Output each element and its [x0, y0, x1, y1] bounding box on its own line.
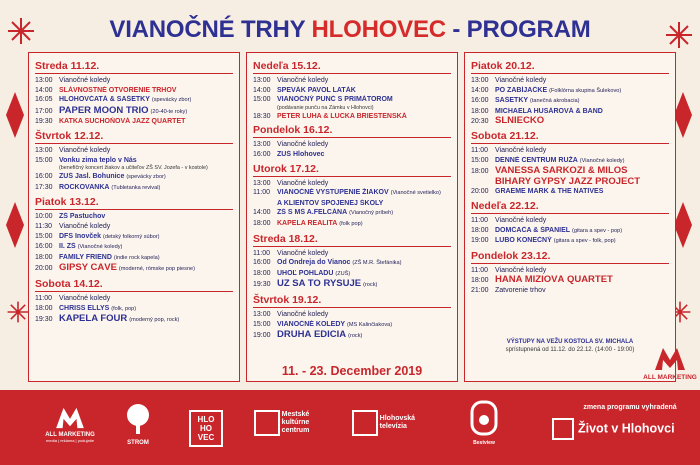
- event-name: KAPELA REALITA: [277, 219, 338, 227]
- event-time: 18:00: [35, 253, 53, 261]
- event-name: DRUHÁ EDÍCIA: [277, 330, 347, 341]
- program-event: [253, 249, 451, 259]
- page-title: VIANOČNÉ TRHY HLOHOVEC - PROGRAM: [109, 16, 591, 43]
- hlohovska-televizia-logo: Hlohovská televízia: [352, 410, 442, 436]
- event-time: 14:00: [253, 86, 271, 94]
- hlohovec-logo: HLO HO VEC: [182, 410, 230, 447]
- leaf-ornament-icon: [4, 200, 26, 250]
- event-time: 18:00: [253, 269, 271, 277]
- event-description: (moderný pop, rock): [129, 317, 180, 324]
- event-name: ZŠ Pastuchov: [59, 213, 106, 221]
- leaf-ornament-icon: [4, 90, 26, 140]
- snowflake-icon: [6, 16, 36, 46]
- event-time: 11:00: [253, 249, 270, 257]
- event-name: Vianočné koledy: [59, 146, 111, 154]
- program-event: [253, 219, 451, 230]
- program-event: [471, 266, 669, 276]
- event-name: DFS Inovček: [59, 232, 102, 240]
- program-event: [35, 242, 233, 253]
- event-name: ROCKOVANKA: [59, 183, 110, 191]
- program-event: [253, 140, 451, 150]
- program-event: [35, 95, 233, 106]
- program-event: [253, 208, 451, 219]
- event-description: (Tubletanka revival): [111, 184, 161, 191]
- all-marketing-logo-top: ALL MARKETING: [640, 346, 700, 381]
- event-time: 14:00: [471, 86, 489, 94]
- program-event: [35, 146, 233, 156]
- tree-icon: [123, 402, 153, 438]
- event-description: (folk, pop): [111, 305, 137, 312]
- event-name: A KLIENTOV SPOJENEJ ŠKOLY: [277, 199, 384, 207]
- program-column-3: [464, 52, 676, 382]
- event-name: Vonku zima teplo v Nás: [59, 156, 137, 164]
- event-time: 16:00: [253, 150, 271, 158]
- event-time: 18:00: [253, 219, 271, 227]
- program-event: [35, 172, 233, 183]
- event-time: 13:00: [253, 141, 271, 149]
- program-event: [253, 330, 451, 342]
- program-event: [253, 320, 451, 331]
- program-column-2: [246, 52, 458, 382]
- event-description: (moderné, rómske pop piesne): [118, 266, 196, 273]
- event-time: 20:30: [471, 118, 489, 126]
- program-event: [253, 112, 451, 122]
- event-name: ZUŠ Jasl. Bohunice: [59, 173, 125, 181]
- event-description: (20-40-te roky): [150, 108, 188, 115]
- event-time: 11:00: [35, 294, 52, 302]
- event-name: UHOĽ POHLADU: [277, 269, 334, 277]
- program-event: [471, 166, 669, 177]
- program-event: [35, 263, 233, 275]
- event-name: KATKA SUCHOŇOVÁ JAZZ QUARTET: [59, 118, 186, 126]
- program-event: [35, 304, 233, 315]
- program-event: [253, 86, 451, 96]
- event-description: (rock): [363, 282, 378, 289]
- event-name: Od Ondreja do Vianoc: [277, 259, 351, 267]
- event-time: 14:00: [35, 86, 53, 94]
- zivot-v-hlohovci-logo: Život v Hlohovci: [552, 418, 700, 440]
- program-event: [35, 106, 233, 118]
- event-name: LUBO KONEČNÝ: [495, 237, 552, 245]
- event-name: HANA MIZIOVÁ QUARTET: [495, 275, 613, 286]
- event-time: 19:00: [253, 332, 271, 340]
- event-name: Vianočné koledy: [59, 222, 111, 230]
- hlohovec-mark-icon: [254, 410, 280, 436]
- event-time: 16:00: [35, 173, 53, 181]
- program-change-note: zmena programu vyhradená: [583, 404, 677, 411]
- event-name: Vianočné koledy: [277, 77, 329, 84]
- event-name: PO ZABÍJAČKE: [495, 86, 548, 94]
- program-event: [471, 116, 669, 127]
- event-name: SLNIEČKO: [495, 116, 545, 127]
- event-time: 19:30: [35, 316, 53, 324]
- all-marketing-icon: [53, 406, 87, 430]
- event-name: PAPER MOON TRIO: [59, 105, 149, 116]
- event-description: (spevácky zbor): [126, 174, 166, 181]
- program-event: [35, 314, 233, 326]
- day-heading: Streda 11.12.: [35, 60, 233, 74]
- program-event: [471, 216, 669, 226]
- strom-logo: STROM: [118, 402, 158, 446]
- event-name: Vianočné koledy: [277, 310, 329, 318]
- program-event: [253, 150, 451, 160]
- program-event: [471, 86, 669, 97]
- day-heading: Nedeľa 22.12.: [471, 200, 669, 214]
- day-heading: Štvrtok 19.12.: [253, 294, 451, 308]
- event-time: 18:00: [471, 168, 489, 176]
- program-event: [471, 286, 669, 296]
- event-name: Vianočné koledy: [495, 266, 547, 274]
- event-time: 13:00: [253, 77, 271, 84]
- event-time: 15:00: [253, 96, 271, 104]
- program-event: [253, 258, 451, 269]
- event-name: GRAEME MARK & THE NATIVES: [495, 188, 604, 196]
- event-time: 18:30: [253, 112, 271, 120]
- event-description: (gitara a spev - pop): [572, 227, 623, 234]
- event-time: 16:00: [253, 259, 271, 267]
- event-name: DOMČAČA & ŠPANIEL: [495, 226, 571, 234]
- event-note: (benefičný koncert žiakov a učiteľov ZŠ SV. Jozefa - v kostole): [59, 165, 208, 172]
- event-name: SLÁVNOSTNÉ OTVORENIE TRHOV: [59, 86, 177, 94]
- program-event: [253, 95, 451, 105]
- program-event: [35, 117, 233, 127]
- event-name: HLOHOVČATÁ & SAŠETKY: [59, 96, 150, 104]
- event-time: 16:00: [471, 97, 489, 105]
- event-name: CHRISS ELLYS: [59, 304, 110, 312]
- event-time: 13:00: [35, 146, 53, 154]
- event-description: (ZUŠ): [335, 270, 351, 277]
- day-heading: Pondelok 16.12.: [253, 124, 451, 138]
- event-name: VIANOČNÉ KOLEDY: [277, 320, 346, 328]
- event-name: GIPSY ČÁVE: [59, 263, 117, 274]
- program-event: [471, 226, 669, 237]
- event-time: 20:00: [471, 188, 489, 196]
- day-heading: Nedeľa 15.12.: [253, 60, 451, 74]
- program-event: [471, 96, 669, 107]
- event-time: 18:00: [35, 304, 53, 312]
- program-event: [471, 187, 669, 197]
- program-event: [35, 86, 233, 96]
- event-time: 11:00: [471, 216, 488, 224]
- event-name: Vianočné koledy: [495, 216, 547, 224]
- event-time: 16:00: [35, 243, 53, 251]
- event-time: 11:00: [471, 146, 488, 154]
- program-event: [471, 275, 669, 286]
- program-event: [471, 156, 669, 167]
- bestview-icon: [469, 400, 499, 438]
- day-heading: Sobota 21.12.: [471, 130, 669, 144]
- day-heading: Utorok 17.12.: [253, 163, 451, 177]
- event-time: 18:00: [471, 107, 489, 115]
- day-heading: Štvrtok 12.12.: [35, 130, 233, 144]
- snowflake-icon: [664, 20, 694, 50]
- event-description: (ZŠ M.R. Štefánika): [352, 260, 402, 267]
- program-event: [471, 76, 669, 86]
- hlohovec-mark-icon: [352, 410, 378, 436]
- event-description: (gitara a spev - folk, pop): [553, 238, 616, 245]
- event-description: (indie rock kapela): [113, 254, 160, 261]
- day-heading: Streda 18.12.: [253, 233, 451, 247]
- bestview-logo: Bestview: [462, 400, 506, 446]
- program-event: [35, 156, 233, 166]
- tower-info: VÝSTUPY NA VEŽU KOSTOLA SV. MICHALA sprístupnená od 11.12. do 22.12. (14:00 - 19:00): [505, 339, 635, 353]
- program-event: [471, 177, 669, 188]
- program-event: [253, 199, 451, 209]
- event-name: Vianočné koledy: [277, 141, 329, 149]
- event-time: 20:00: [35, 265, 53, 273]
- program-event: [471, 236, 669, 247]
- event-description: (Vianočný príbeh): [349, 210, 394, 217]
- event-time: 15:00: [35, 156, 53, 164]
- event-time: 15:00: [253, 320, 271, 328]
- program-event: [35, 222, 233, 232]
- event-name: II. ZŠ: [59, 243, 76, 251]
- date-range: 11. - 23. December 2019: [281, 364, 423, 378]
- event-name: Vianočné koledy: [495, 77, 547, 84]
- program-event: [35, 232, 233, 243]
- event-name: MICHAELA HUSÁROVÁ & BAND: [495, 107, 603, 115]
- program-column-1: [28, 52, 240, 382]
- event-time: 10:00: [35, 213, 53, 221]
- event-name: PETER LUHA & LUCKA BRIESTENSKÁ: [277, 112, 407, 120]
- all-marketing-icon: [653, 346, 687, 372]
- event-time: 15:00: [471, 156, 489, 164]
- event-name: Vianočné koledy: [495, 146, 547, 154]
- event-description: (Folklórna skupina Šulekovo): [549, 87, 622, 94]
- event-time: 11:30: [35, 222, 52, 230]
- day-heading: Piatok 20.12.: [471, 60, 669, 74]
- day-heading: Sobota 14.12.: [35, 278, 233, 292]
- event-time: 19:30: [253, 281, 271, 289]
- event-name: ZUŠ Hlohovec: [277, 150, 325, 158]
- program-event: [253, 279, 451, 291]
- event-description: (rock): [348, 333, 363, 340]
- event-time: 13:00: [253, 179, 271, 187]
- event-description: (detský folkorný súbor): [102, 233, 160, 240]
- program-event: [253, 310, 451, 320]
- event-time: 11:00: [253, 189, 270, 197]
- event-name: Vianočné koledy: [277, 249, 329, 257]
- event-name: SPEVÁK PAVOL LATÁK: [277, 86, 356, 94]
- event-time: 13:00: [35, 77, 53, 84]
- event-note: (podávanie punču na Zámku v Hlohovci): [277, 104, 374, 111]
- event-name: Vianočné koledy: [59, 77, 111, 84]
- event-name: FAMILY FRIEND: [59, 253, 112, 261]
- event-description: (Vianočné koledy): [579, 157, 625, 164]
- event-time: 17:00: [35, 107, 53, 115]
- program-event: [471, 107, 669, 117]
- event-name: ZŠ S MŠ A.FELCÁNA: [277, 209, 348, 217]
- event-name: BIHÁRY GYPSY JAZZ PROJECT: [495, 176, 640, 187]
- event-name: KAPELA FOUR: [59, 314, 128, 325]
- program-event: [35, 294, 233, 304]
- event-time: 16:05: [35, 96, 53, 104]
- event-name: SAŠETKY: [495, 97, 529, 105]
- event-time: 18:00: [471, 277, 489, 285]
- program-event: [35, 183, 233, 194]
- event-description: (spevácky zbor): [151, 97, 192, 104]
- program-event: [35, 76, 233, 86]
- program-event: [35, 212, 233, 222]
- event-name: VIANOČNÉ VYSTÚPENIE ŽIAKOV: [277, 189, 389, 197]
- event-time: 14:00: [253, 209, 271, 217]
- program-event: [253, 188, 451, 199]
- event-description: (MS Kalinčiakova): [347, 321, 393, 328]
- event-time: 19:30: [35, 118, 53, 126]
- event-time: 19:00: [471, 237, 489, 245]
- event-description: (tanečná akrobacia): [530, 98, 580, 105]
- event-name: VANESSA ŠARKÖZI & MILOŠ: [495, 166, 628, 177]
- event-time: 21:00: [471, 286, 489, 294]
- event-time: 11:00: [471, 266, 488, 274]
- hlohovec-mark-icon: [552, 418, 574, 440]
- event-description: (Vianočné svetielko): [390, 190, 441, 197]
- event-name: Vianočné koledy: [59, 294, 111, 302]
- event-description: (Vianočné koledy): [77, 244, 123, 251]
- day-heading: Pondelok 23.12.: [471, 250, 669, 264]
- event-name: Zatvorenie trhov: [495, 286, 546, 294]
- all-marketing-logo: ALL MARKETING media | reklama | podujatie: [36, 406, 104, 443]
- mestske-kulturne-centrum-logo: Mestské kultúrne centrum: [254, 410, 334, 436]
- event-time: 17:30: [35, 183, 53, 191]
- event-time: 13:00: [253, 310, 271, 318]
- event-name: DENNÉ CENTRUM RUŽA: [495, 156, 578, 164]
- event-name: Vianočné koledy: [277, 179, 329, 187]
- event-time: 15:00: [35, 232, 53, 240]
- program-event: [253, 179, 451, 189]
- program-event: [471, 146, 669, 156]
- snowflake-icon: [6, 300, 30, 324]
- program-event: [253, 269, 451, 280]
- day-heading: Piatok 13.12.: [35, 196, 233, 210]
- event-description: (folk pop): [339, 220, 363, 227]
- program-event: [253, 76, 451, 86]
- event-time: 18:00: [471, 226, 489, 234]
- event-time: 13:00: [471, 77, 489, 84]
- event-name: UŽ SA TO RYSUJE: [277, 279, 362, 290]
- program-event: [35, 253, 233, 264]
- event-name: VIANOČNÝ PUNČ S PRIMÁTOROM: [277, 96, 393, 104]
